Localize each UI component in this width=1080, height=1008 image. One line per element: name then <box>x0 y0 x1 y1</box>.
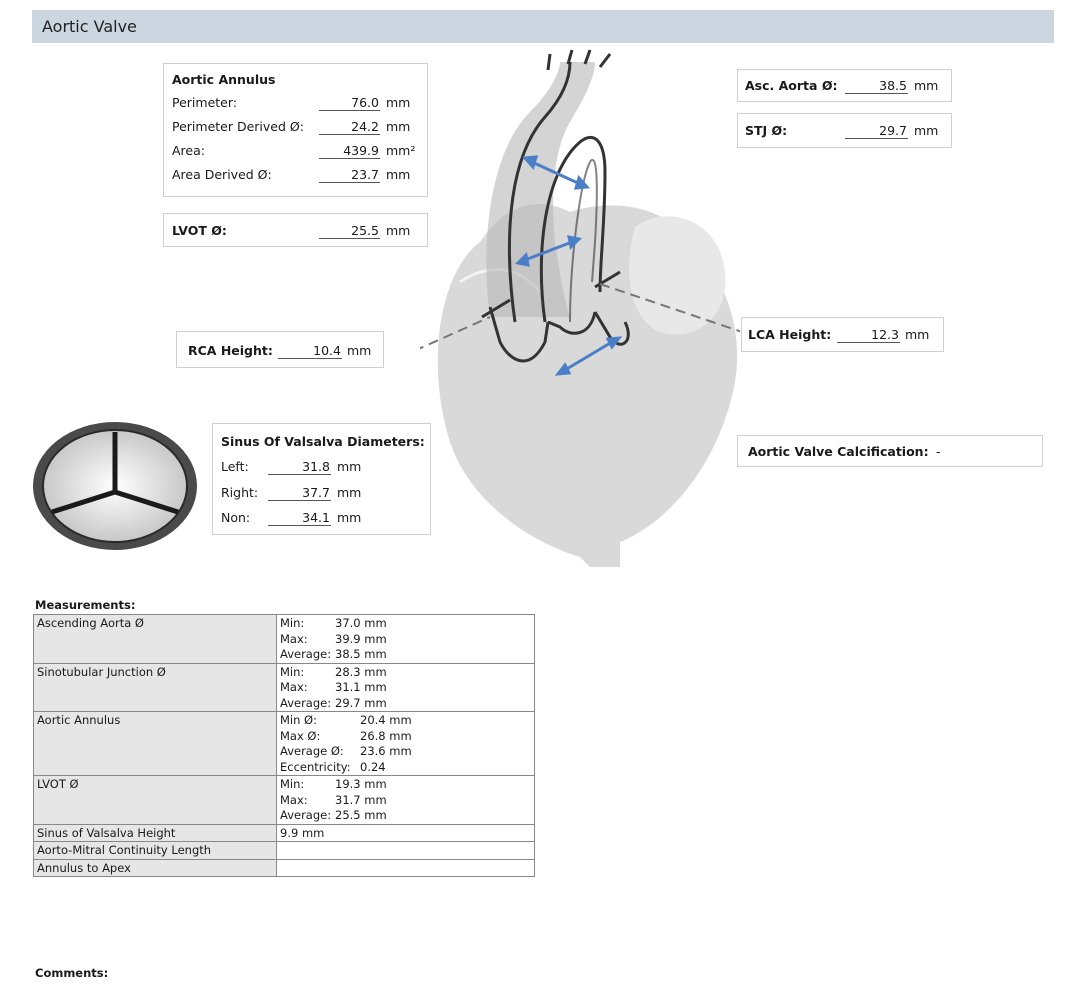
area-unit: mm² <box>386 143 416 158</box>
measurement-line <box>280 680 530 696</box>
measurement-label: LVOT Ø <box>34 776 277 825</box>
measurement-values <box>277 712 535 776</box>
measurement-line <box>280 808 530 824</box>
measurement-key: Min Ø: <box>280 713 317 727</box>
measurement-label: Aorto-Mitral Continuity Length <box>34 842 277 860</box>
asc-aorta-unit: mm <box>914 78 939 93</box>
table-row <box>34 824 535 842</box>
area-derived-label: Area Derived Ø: <box>172 167 272 182</box>
rca-value: 10.4 <box>278 343 342 359</box>
measurement-line <box>280 826 530 842</box>
section-title: Aortic Valve <box>42 17 137 36</box>
sinus-right-value: 37.7 <box>268 485 331 501</box>
measurement-key: Max: <box>280 792 308 807</box>
sinus-left-value: 31.8 <box>268 459 331 475</box>
measurement-label: Aortic Annulus <box>34 712 277 776</box>
measurement-value: 31.1 mm <box>335 680 387 694</box>
measurement-values <box>277 842 535 860</box>
measurement-values <box>277 859 535 877</box>
area-derived-value: 23.7 <box>319 167 380 183</box>
measurement-label: Sinotubular Junction Ø <box>34 663 277 712</box>
measurement-value: 38.5 mm <box>335 647 387 661</box>
measurement-line <box>280 713 530 729</box>
area-value: 439.9 <box>319 143 380 159</box>
sinus-left-unit: mm <box>337 459 362 474</box>
measurement-key: Average: <box>280 647 332 661</box>
measurement-line <box>280 793 530 809</box>
table-row <box>34 615 535 664</box>
sinus-non-value: 34.1 <box>268 510 331 526</box>
rca-label: RCA Height: <box>188 343 273 358</box>
measurements-title: Measurements: <box>35 598 136 612</box>
stj-box <box>737 113 952 148</box>
lvot-label: LVOT Ø: <box>172 223 227 238</box>
measurement-key: Max: <box>280 680 308 694</box>
table-row <box>34 859 535 877</box>
measurement-value: 28.3 mm <box>335 664 387 679</box>
measurement-label: Annulus to Apex <box>34 859 277 877</box>
table-row <box>34 663 535 712</box>
measurement-key: Min: <box>280 777 305 791</box>
measurement-values <box>277 663 535 712</box>
measurement-line <box>280 744 530 760</box>
measurement-key: Min: <box>280 664 305 679</box>
sinus-right-unit: mm <box>337 485 362 500</box>
measurement-value: 37.0 mm <box>335 616 387 630</box>
measurement-key: Average: <box>280 808 332 822</box>
lca-label: LCA Height: <box>748 327 832 342</box>
area-label: Area: <box>172 143 205 158</box>
perimeter-derived-label: Perimeter Derived Ø: <box>172 119 304 134</box>
sinus-valsalva-box <box>212 423 431 535</box>
table-row <box>34 842 535 860</box>
lvot-unit: mm <box>386 223 411 238</box>
measurement-label: Sinus of Valsalva Height <box>34 824 277 842</box>
measurement-line <box>280 665 530 681</box>
measurement-line <box>280 760 530 776</box>
measurements-table <box>33 614 535 877</box>
asc-aorta-box <box>737 69 952 102</box>
measurement-value: 31.7 mm <box>335 792 387 807</box>
perimeter-value: 76.0 <box>319 95 380 111</box>
asc-aorta-value: 38.5 <box>845 78 908 94</box>
rca-unit: mm <box>347 343 372 358</box>
table-row <box>34 712 535 776</box>
measurement-line <box>280 632 530 648</box>
lca-unit: mm <box>905 327 930 342</box>
lca-value: 12.3 <box>837 327 900 343</box>
area-derived-unit: mm <box>386 167 411 182</box>
aortic-annulus-title: Aortic Annulus <box>172 72 276 87</box>
calcification-box <box>737 435 1043 467</box>
measurement-values <box>277 824 535 842</box>
section-header <box>32 10 1054 43</box>
measurement-value: 26.8 mm <box>360 728 412 743</box>
calcification-value: - <box>936 444 941 459</box>
perimeter-label: Perimeter: <box>172 95 237 110</box>
lvot-value: 25.5 <box>319 223 380 239</box>
measurement-value: 25.5 mm <box>335 808 387 822</box>
sinus-non-unit: mm <box>337 510 362 525</box>
sinus-title: Sinus Of Valsalva Diameters: <box>221 434 425 449</box>
measurement-values <box>277 776 535 825</box>
stj-value: 29.7 <box>845 123 908 139</box>
sinus-left-label: Left: <box>221 459 249 474</box>
measurement-value: 19.3 mm <box>335 777 387 791</box>
heart-diagram <box>420 42 740 572</box>
aortic-valve-icon <box>30 420 200 552</box>
perimeter-derived-value: 24.2 <box>319 119 380 135</box>
lvot-box <box>163 213 428 247</box>
measurement-line <box>280 616 530 632</box>
measurement-value: 9.9 mm <box>280 825 325 840</box>
measurement-value: 23.6 mm <box>360 744 412 758</box>
comments-title: Comments: <box>35 966 109 980</box>
calcification-label: Aortic Valve Calcification: <box>748 444 929 459</box>
sinus-non-label: Non: <box>221 510 251 525</box>
measurement-label: Ascending Aorta Ø <box>34 615 277 664</box>
measurement-line <box>280 647 530 663</box>
perimeter-derived-unit: mm <box>386 119 411 134</box>
perimeter-unit: mm <box>386 95 411 110</box>
measurement-key: Average Ø: <box>280 744 344 758</box>
measurement-key: Average: <box>280 695 332 710</box>
measurement-key: Eccentricity: <box>280 759 351 774</box>
measurement-value: 0.24 <box>360 759 386 774</box>
measurement-key: Max: <box>280 631 308 646</box>
measurement-value: 39.9 mm <box>335 631 387 646</box>
lca-height-box <box>741 317 944 352</box>
sinus-right-label: Right: <box>221 485 259 500</box>
aortic-annulus-box <box>163 63 428 197</box>
measurement-line <box>280 777 530 793</box>
asc-aorta-label: Asc. Aorta Ø: <box>745 78 838 93</box>
stj-unit: mm <box>914 123 939 138</box>
measurement-line <box>280 696 530 712</box>
measurement-values <box>277 615 535 664</box>
measurement-key: Max Ø: <box>280 728 321 743</box>
measurement-line <box>280 729 530 745</box>
stj-label: STJ Ø: <box>745 123 788 138</box>
measurement-value: 20.4 mm <box>360 713 412 727</box>
table-row <box>34 776 535 825</box>
measurement-value: 29.7 mm <box>335 695 387 710</box>
rca-height-box <box>176 331 384 368</box>
measurement-key: Min: <box>280 616 305 630</box>
